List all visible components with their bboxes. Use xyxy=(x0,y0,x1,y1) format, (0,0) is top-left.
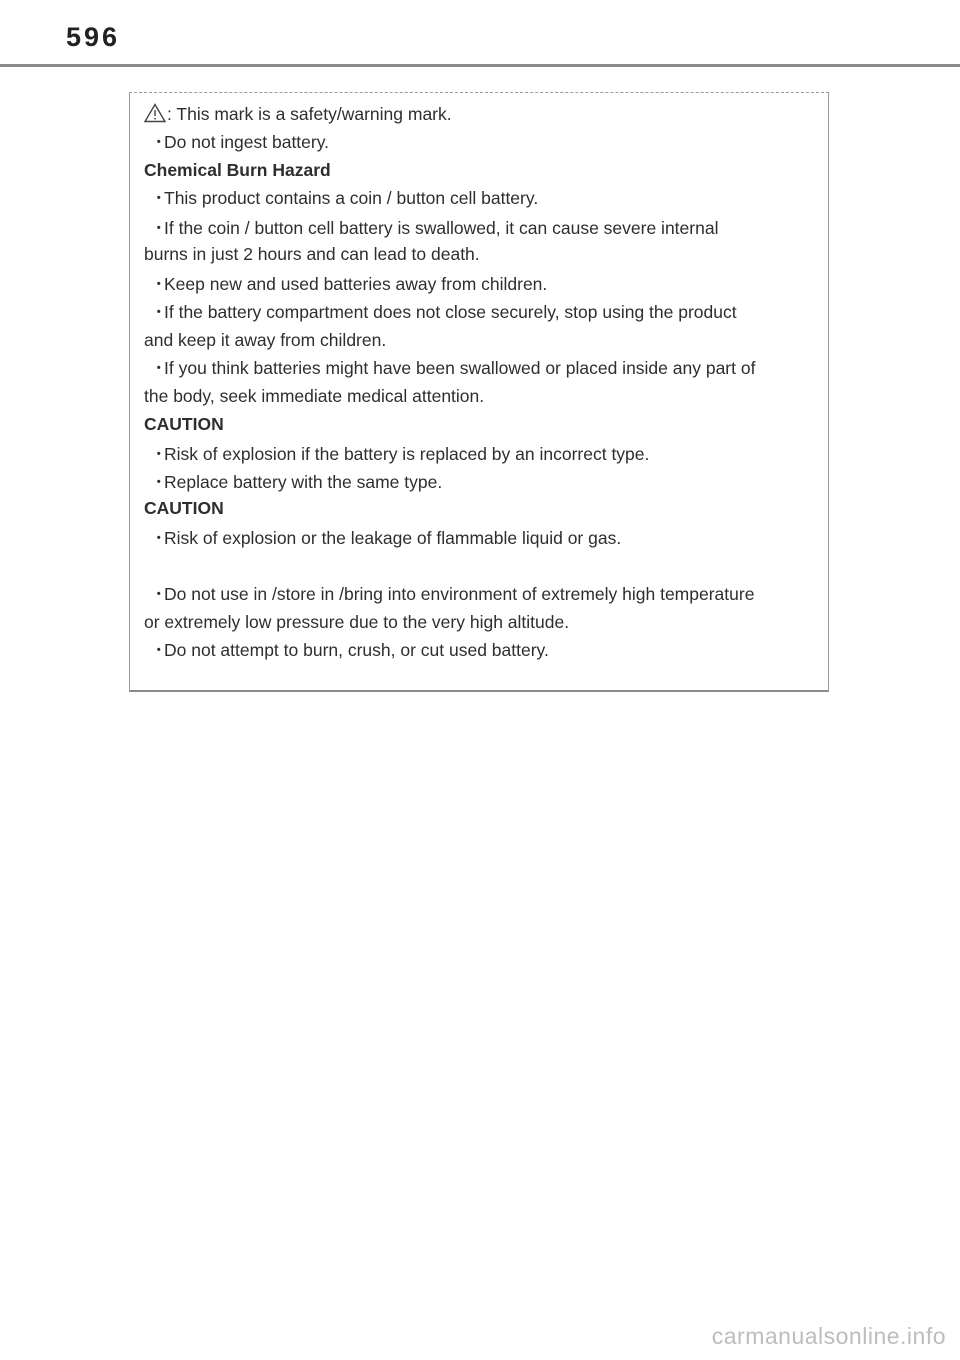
page-number: 596 xyxy=(66,22,121,52)
list-item: ・If the battery compartment does not close securely, stop using the product xyxy=(150,302,737,322)
warning-mark-line xyxy=(144,103,452,125)
watermark: carmanualsonline.info xyxy=(711,1323,946,1349)
warning-mark-text: : This mark is a safety/warning mark. xyxy=(167,104,452,124)
list-item: ・Risk of explosion or the leakage of flammable liquid or gas. xyxy=(150,528,622,548)
heading-caution: CAUTION xyxy=(144,498,224,518)
list-item: ・Do not attempt to burn, crush, or cut used battery. xyxy=(150,640,549,660)
list-item: ・Do not ingest battery. xyxy=(150,132,330,152)
heading-caution: CAUTION xyxy=(144,414,224,434)
list-item: ・Risk of explosion if the battery is replaced by an incorrect type. xyxy=(150,444,650,464)
heading-chemical-burn: Chemical Burn Hazard xyxy=(144,160,331,180)
list-item: ・Replace battery with the same type. xyxy=(150,472,443,492)
list-item-continuation: burns in just 2 hours and can lead to death. xyxy=(144,244,480,264)
header-rule xyxy=(0,64,960,67)
list-item-continuation: the body, seek immediate medical attention. xyxy=(144,386,485,406)
list-item: ・Do not use in /store in /bring into environment of extremely high temperature xyxy=(150,584,755,604)
warning-triangle-icon xyxy=(144,103,166,123)
list-item-continuation: or extremely low pressure due to the very high altitude. xyxy=(144,612,570,632)
list-item-continuation: and keep it away from children. xyxy=(144,330,387,350)
list-item: ・Keep new and used batteries away from children. xyxy=(150,274,548,294)
list-item: ・If the coin / button cell battery is swallowed, it can cause severe internal xyxy=(150,218,719,238)
list-item: ・If you think batteries might have been swallowed or placed inside any part of xyxy=(150,358,756,378)
battery-warning-box xyxy=(129,92,829,692)
list-item: ・This product contains a coin / button cell battery. xyxy=(150,188,539,208)
